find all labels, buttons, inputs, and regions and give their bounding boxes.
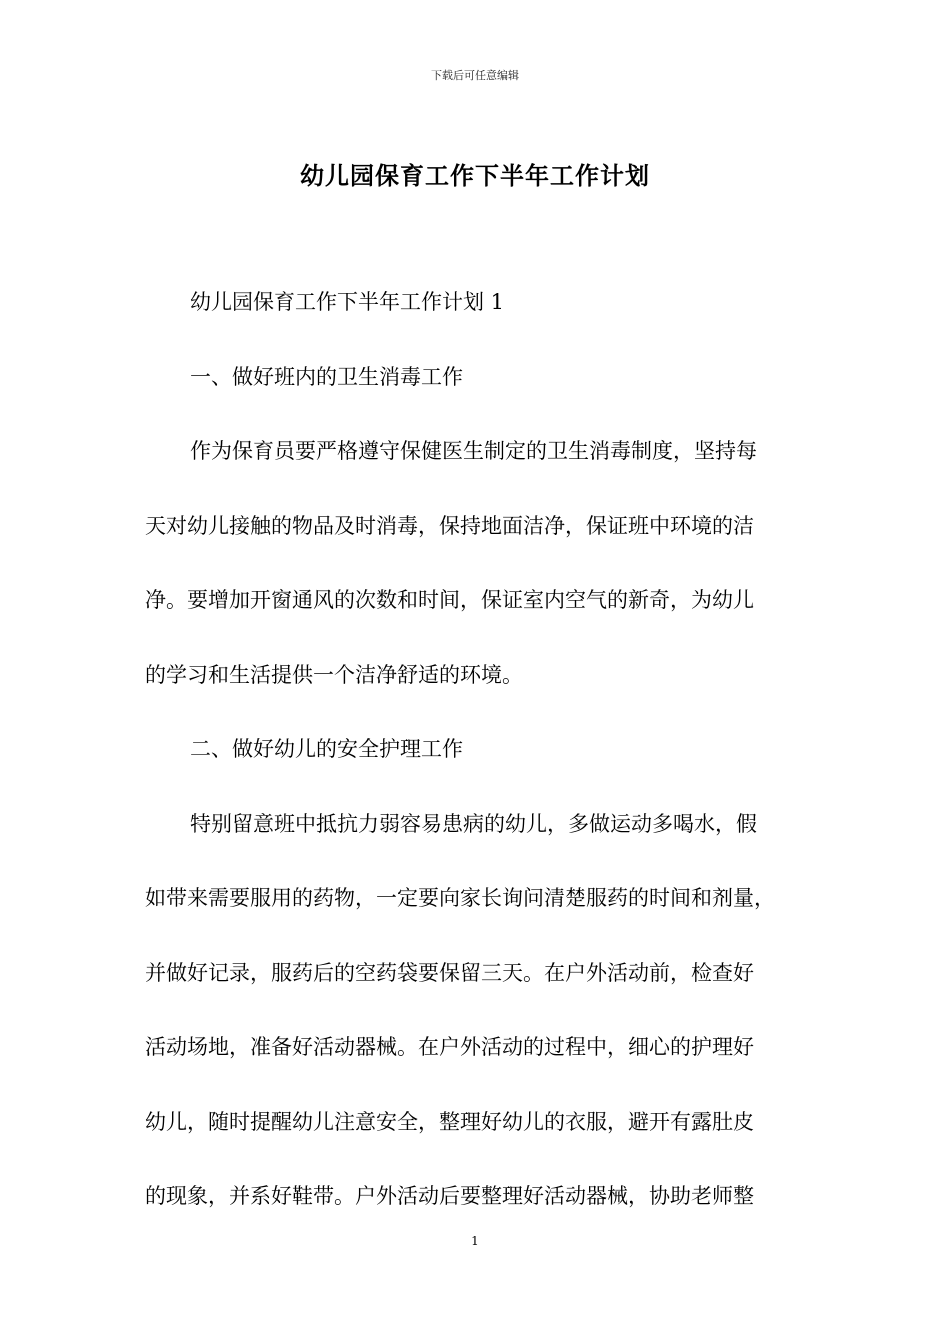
- page-number: 1: [471, 1234, 479, 1248]
- document-body: [145, 280, 825, 1249]
- paragraph-line: 如带来需要服用的药物，一定要向家长询问清楚服药的时间和剂量，: [145, 886, 775, 910]
- section-heading-2: 二、做好幼儿的安全护理工作: [190, 737, 463, 761]
- page-header: 下载后可任意编辑: [431, 69, 519, 82]
- paragraph-line: 幼儿，随时提醒幼儿注意安全，整理好幼儿的衣服，避开有露肚皮: [145, 1109, 754, 1134]
- document-title: 幼儿园保育工作下半年工作计划: [300, 161, 650, 190]
- paragraph-line: 活动场地，准备好活动器械。在户外活动的过程中，细心的护理好: [145, 1035, 754, 1059]
- paragraph-line: 特别留意班中抵抗力弱容易患病的幼儿，多做运动多喝水，假: [190, 811, 757, 836]
- paragraph-line: 作为保育员要严格遵守保健医生制定的卫生消毒制度，坚持每: [190, 439, 757, 463]
- paragraph-line: 的现象，并系好鞋带。户外活动后要整理好活动器械，协助老师整: [145, 1184, 754, 1208]
- paragraph-line: 的学习和生活提供一个洁净舒适的环境。: [145, 662, 523, 687]
- paragraph-line: 并做好记录，服药后的空药袋要保留三天。在户外活动前，检查好: [145, 960, 754, 985]
- section-heading-1: 一、做好班内的卫生消毒工作: [190, 364, 463, 389]
- paragraph-line: 净。要增加开窗通风的次数和时间，保证室内空气的新奇，为幼儿: [145, 588, 754, 612]
- subtitle-line: 幼儿园保育工作下半年工作计划 1: [190, 290, 505, 314]
- paragraph-line: 天对幼儿接触的物品及时消毒，保持地面洁净，保证班中环境的洁: [145, 513, 754, 538]
